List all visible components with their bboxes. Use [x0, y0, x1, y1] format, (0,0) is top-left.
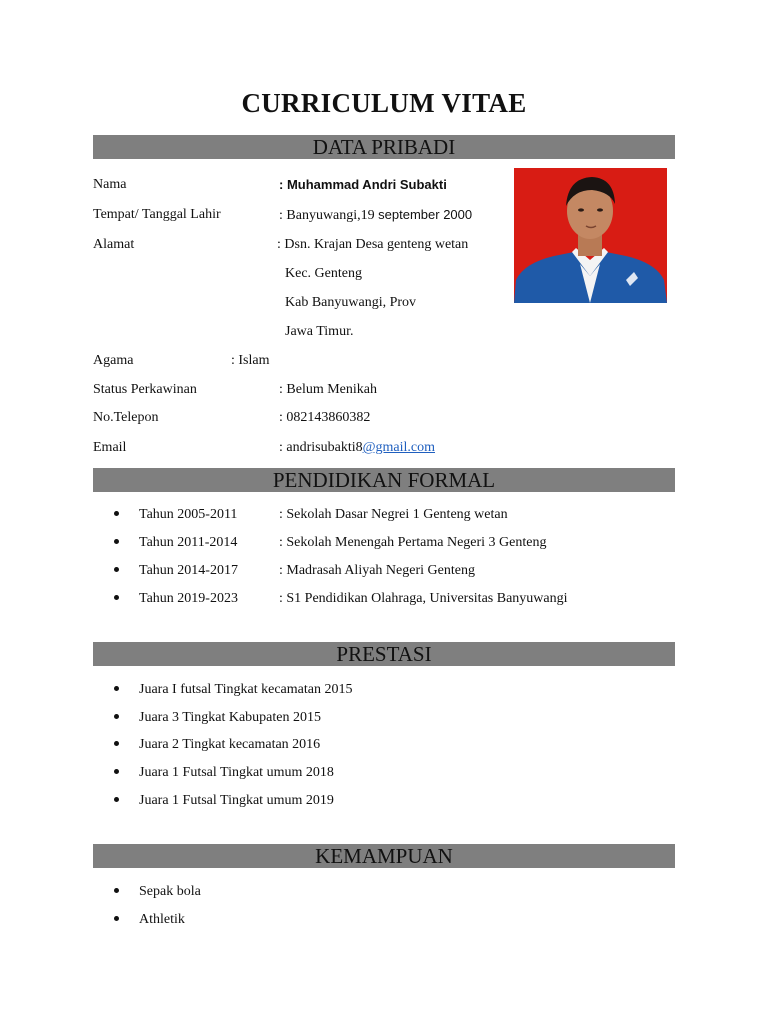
religion-label: Agama	[93, 353, 134, 368]
education-school: : Madrasah Aliyah Negeri Genteng	[279, 563, 475, 578]
birth-value-date: september 2000	[378, 207, 473, 222]
birth-label: Tempat/ Tanggal Lahir	[93, 207, 221, 222]
achievement-item: Juara I futsal Tingkat kecamatan 2015	[139, 682, 353, 697]
education-school: : S1 Pendidikan Olahraga, Universitas Banyuwangi	[279, 591, 568, 606]
marital-value: : Belum Menikah	[279, 382, 377, 397]
education-year: Tahun 2011-2014	[139, 535, 238, 550]
email-value	[279, 439, 435, 457]
birth-value	[279, 206, 472, 225]
marital-label: Status Perkawinan	[93, 382, 197, 397]
address-line: Kec. Genteng	[285, 266, 362, 281]
religion-value: : Islam	[231, 353, 270, 368]
person-portrait-icon	[514, 168, 667, 303]
address-line: : Dsn. Krajan Desa genteng wetan	[277, 237, 469, 252]
address-line: Kab Banyuwangi, Prov	[285, 295, 417, 310]
bullet-icon	[114, 595, 119, 600]
name-label: Nama	[93, 177, 127, 192]
bullet-icon	[114, 916, 119, 921]
achievement-item: Juara 2 Tingkat kecamatan 2016	[139, 737, 321, 752]
section-header-skills: KEMAMPUAN	[93, 844, 675, 868]
education-school: : Sekolah Dasar Negrei 1 Genteng wetan	[279, 507, 508, 522]
bullet-icon	[114, 511, 119, 516]
bullet-icon	[114, 797, 119, 802]
email-prefix: : andrisubakti8	[279, 440, 363, 455]
email-label: Email	[93, 440, 127, 455]
address-label: Alamat	[93, 237, 135, 252]
phone-label: No.Telepon	[93, 410, 159, 425]
birth-value-place: : Banyuwangi,19	[279, 208, 379, 223]
achievement-item: Juara 3 Tingkat Kabupaten 2015	[139, 710, 321, 725]
profile-photo	[514, 168, 667, 303]
bullet-icon	[114, 567, 119, 572]
bullet-icon	[114, 714, 119, 719]
achievement-item: Juara 1 Futsal Tingkat umum 2018	[139, 765, 334, 780]
bullet-icon	[114, 888, 119, 893]
education-year: Tahun 2005-2011	[139, 507, 238, 522]
education-school: : Sekolah Menengah Pertama Negeri 3 Genteng	[279, 535, 547, 550]
section-header-education: PENDIDIKAN FORMAL	[93, 468, 675, 492]
bullet-icon	[114, 741, 119, 746]
bullet-icon	[114, 686, 119, 691]
skill-item: Athletik	[139, 912, 185, 927]
bullet-icon	[114, 769, 119, 774]
phone-value: : 082143860382	[279, 410, 371, 425]
bullet-icon	[114, 539, 119, 544]
achievement-item: Juara 1 Futsal Tingkat umum 2019	[139, 793, 334, 808]
education-year: Tahun 2019-2023	[139, 591, 238, 606]
address-line: Jawa Timur.	[285, 324, 354, 339]
education-year: Tahun 2014-2017	[139, 563, 238, 578]
email-link[interactable]: @gmail.com	[362, 440, 435, 455]
skill-item: Sepak bola	[139, 884, 201, 899]
section-header-achievements: PRESTASI	[93, 642, 675, 666]
name-value: : Muhammad Andri Subakti	[279, 177, 447, 192]
section-header-personal: DATA PRIBADI	[93, 135, 675, 159]
page-title: CURRICULUM VITAE	[241, 88, 527, 118]
